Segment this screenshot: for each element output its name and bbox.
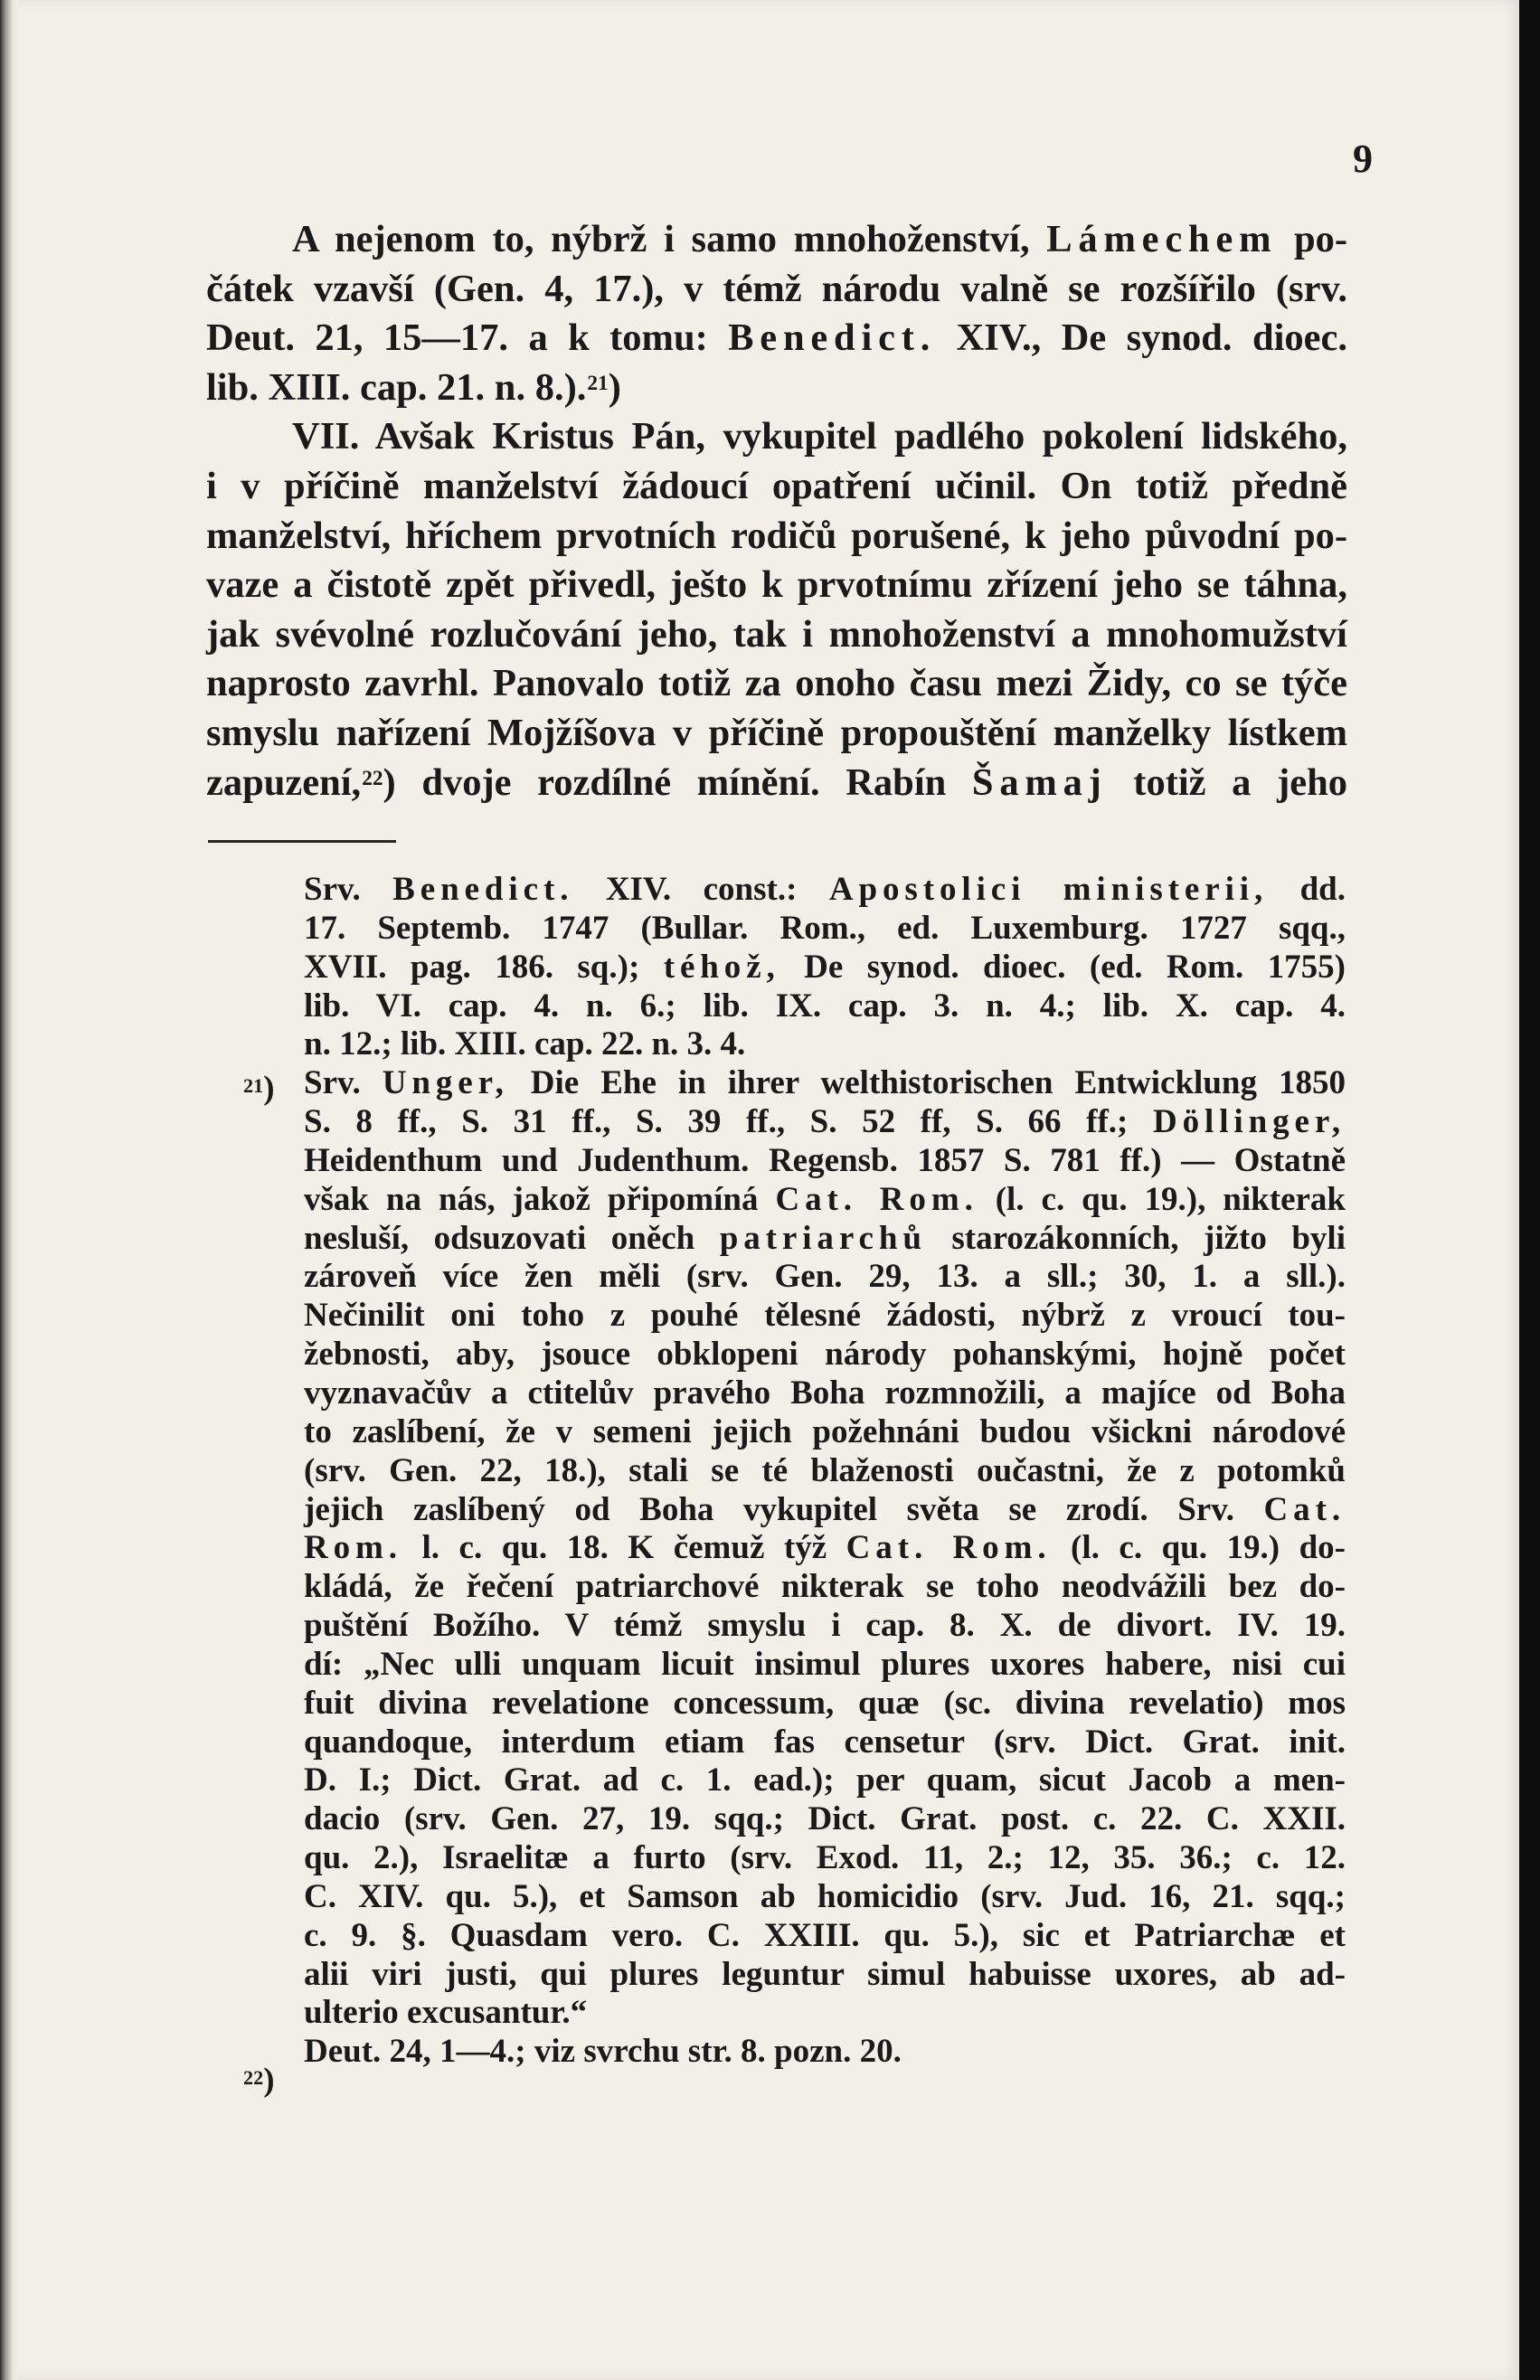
text-line: i v příčině manželství žádoucí opatření učinil. On totiž předně [206, 464, 1347, 507]
footnote-line: Deut. 24, 1—4.; viz svrchu str. 8. pozn. 20. [304, 2033, 902, 2071]
spaced-name: Unger, [382, 1064, 509, 1102]
spaced-name: Benedict. [728, 316, 937, 360]
footnote-line: to zaslíbení, že v semeni jejich požehnáni budou všickni národové [304, 1412, 1346, 1450]
spaced-name: Lámechem [1046, 218, 1278, 260]
footnote-line: fuit divina revelatione concessum, quæ (sc. divina revelatio) mos [304, 1684, 1346, 1722]
footnote-21-marker: $^{21}$) [243, 1070, 275, 1107]
binding-edge [0, 0, 18, 2380]
footnote-line: S. 8 ff., S. 31 ff., S. 39 ff., S. 52 ff, S. 66 ff.; Döllinger, [304, 1103, 1346, 1141]
footnote-line: XVII. pag. 186. sq.); téhož, De synod. dioec. (ed. Rom. 1755) [304, 948, 1346, 986]
footnote-line: zároveň více žen měli (srv. Gen. 29, 13. a sll.; 30, 1. a sll.). [304, 1258, 1346, 1296]
footnote-line: Heidenthum und Judenthum. Regensb. 1857 S. 781 ff.) — Ostatně [304, 1141, 1346, 1179]
spaced-name: patriarchů [719, 1219, 927, 1257]
footnote-line: D. I.; Dict. Grat. ad c. 1. ead.); per quam, sicut Jacob a men- [304, 1761, 1346, 1799]
text-line: zapuzení,$^{22}$) dvoje rozdílné mínění. Rabín Šamaj totiž a jeho [206, 760, 1347, 804]
main-text [206, 215, 1347, 808]
text-line: naprosto zavrhl. Panovalo totiž za onoho času mezi Židy, co se týče [206, 662, 1347, 705]
footnote-line: jejich zaslíbený od Boha vykupitel světa se zrodí. Srv. Cat. [304, 1490, 1346, 1528]
spaced-name: Apostolici ministerii, [828, 871, 1269, 908]
page-number: 9 [1353, 137, 1373, 181]
text-line: A nejenom to, nýbrž i samo mnohoženství, Lámechem po- [292, 218, 1347, 260]
footnote-line: žebnosti, aby, jsouce obklopeni národy pohanskými, hojně počet [304, 1336, 1346, 1374]
footnote-line: Rom. l. c. qu. 18. K čemuž týž Cat. Rom. (l. c. qu. 19.) do- [304, 1529, 1346, 1567]
spaced-name: Rom. [304, 1529, 402, 1567]
text-line: lib. XIII. cap. 21. n. 8.).$^{21}$) [206, 365, 621, 409]
footnote-line: však na nás, jakož připomíná Cat. Rom. (l. c. qu. 19.), nikterak [304, 1180, 1346, 1218]
footnote-ref: 21 [587, 372, 609, 396]
footnotes [304, 871, 1346, 2072]
footnote-line: C. XIV. qu. 5.), et Samson ab homicidio (srv. Jud. 16, 21. sqq.; [304, 1877, 1346, 1915]
footnote-line: Srv. Unger, Die Ehe in ihrer welthistorischen Entwicklung 1850 [304, 1064, 1346, 1102]
footnote-line: dacio (srv. Gen. 27, 19. sqq.; Dict. Grat. post. c. 22. C. XXII. [304, 1800, 1346, 1838]
footnote-line: (srv. Gen. 22, 18.), stali se té blaženosti oučastni, že z potomků [304, 1451, 1346, 1489]
footnote-line: lib. VI. cap. 4. n. 6.; lib. IX. cap. 3. n. 4.; lib. X. cap. 4. [304, 987, 1346, 1025]
footnote-22-marker: $^{22}$) [243, 2062, 275, 2099]
text-line: manželství, hříchem prvotních rodičů porušené, k jeho původní po- [206, 514, 1347, 557]
spaced-name: Döllinger, [1152, 1103, 1346, 1141]
footnote-separator [208, 840, 396, 843]
text-line: Deut. 21, 15—17. a k tomu: Benedict. XIV., De synod. dioec. [206, 316, 1347, 360]
footnote-line: 17. Septemb. 1747 (Bullar. Rom., ed. Luxemburg. 1727 sqq., [304, 909, 1346, 947]
spaced-name: Cat. Rom. [846, 1529, 1052, 1567]
footnote-line: n. 12.; lib. XIII. cap. 22. n. 3. 4. [304, 1025, 746, 1063]
footnote-line: alii viri justi, qui plures leguntur simul habuisse uxores, ab ad- [304, 1955, 1346, 1993]
text-line: vaze a čistotě zpět přivedl, ješto k prvotnímu zřízení jeho se táhna, [206, 563, 1347, 607]
text-line: smyslu nařízení Mojžíšova v příčině propouštění manželky lístkem [206, 711, 1347, 754]
footnote-line: kládá, že řečení patriarchové nikterak se toho neodvážili bez do- [304, 1568, 1346, 1606]
footnote-line: Srv. Benedict. XIV. const.: Apostolici ministerii, dd. [304, 871, 1346, 908]
footnote-line: vyznavačův a ctitelův pravého Boha rozmnožili, a majíce od Boha [304, 1374, 1346, 1412]
footnote-line: quandoque, interdum etiam fas censetur (srv. Dict. Grat. init. [304, 1723, 1346, 1761]
spaced-name: Benedict. [392, 871, 574, 908]
footnote-line: qu. 2.), Israelitæ a furto (srv. Exod. 11, 2.; 12, 35. 36.; c. 12. [304, 1839, 1346, 1877]
spaced-name: Cat. Rom. [775, 1180, 978, 1218]
footnote-line: nesluší, odsuzovati oněch patriarchů starozákonních, jižto byli [304, 1219, 1346, 1257]
spaced-name: téhož, [663, 948, 780, 986]
footnote-line: ulterio excusantur.“ [304, 1994, 588, 2032]
text-line: čátek vzavší (Gen. 4, 17.), v témž národu valně se rozšířilo (srv. [206, 267, 1347, 310]
text-line: VII. Avšak Kristus Pán, vykupitel padlého pokolení lidského, [292, 415, 1347, 458]
footnote-line: c. 9. §. Quasdam vero. C. XXIII. qu. 5.), sic et Patriarchæ et [304, 1916, 1346, 1954]
footnote-line: puštění Božího. V témž smyslu i cap. 8. X. de divort. IV. 19. [304, 1607, 1346, 1645]
footnote-line: dí: „Nec ulli unquam licuit insimul plures uxores habere, nisi cui [304, 1645, 1346, 1683]
spaced-name: Šamaj [971, 760, 1108, 804]
spaced-name: Cat. [1263, 1490, 1346, 1528]
footnote-ref: 22 [362, 766, 383, 790]
footnote-line: Nečinilit oni toho z pouhé tělesné žádosti, nýbrž z vroucí tou- [304, 1297, 1346, 1335]
text-line: jak svévolné rozlučování jeho, tak i mnohoženství a mnohomužství [206, 612, 1347, 656]
